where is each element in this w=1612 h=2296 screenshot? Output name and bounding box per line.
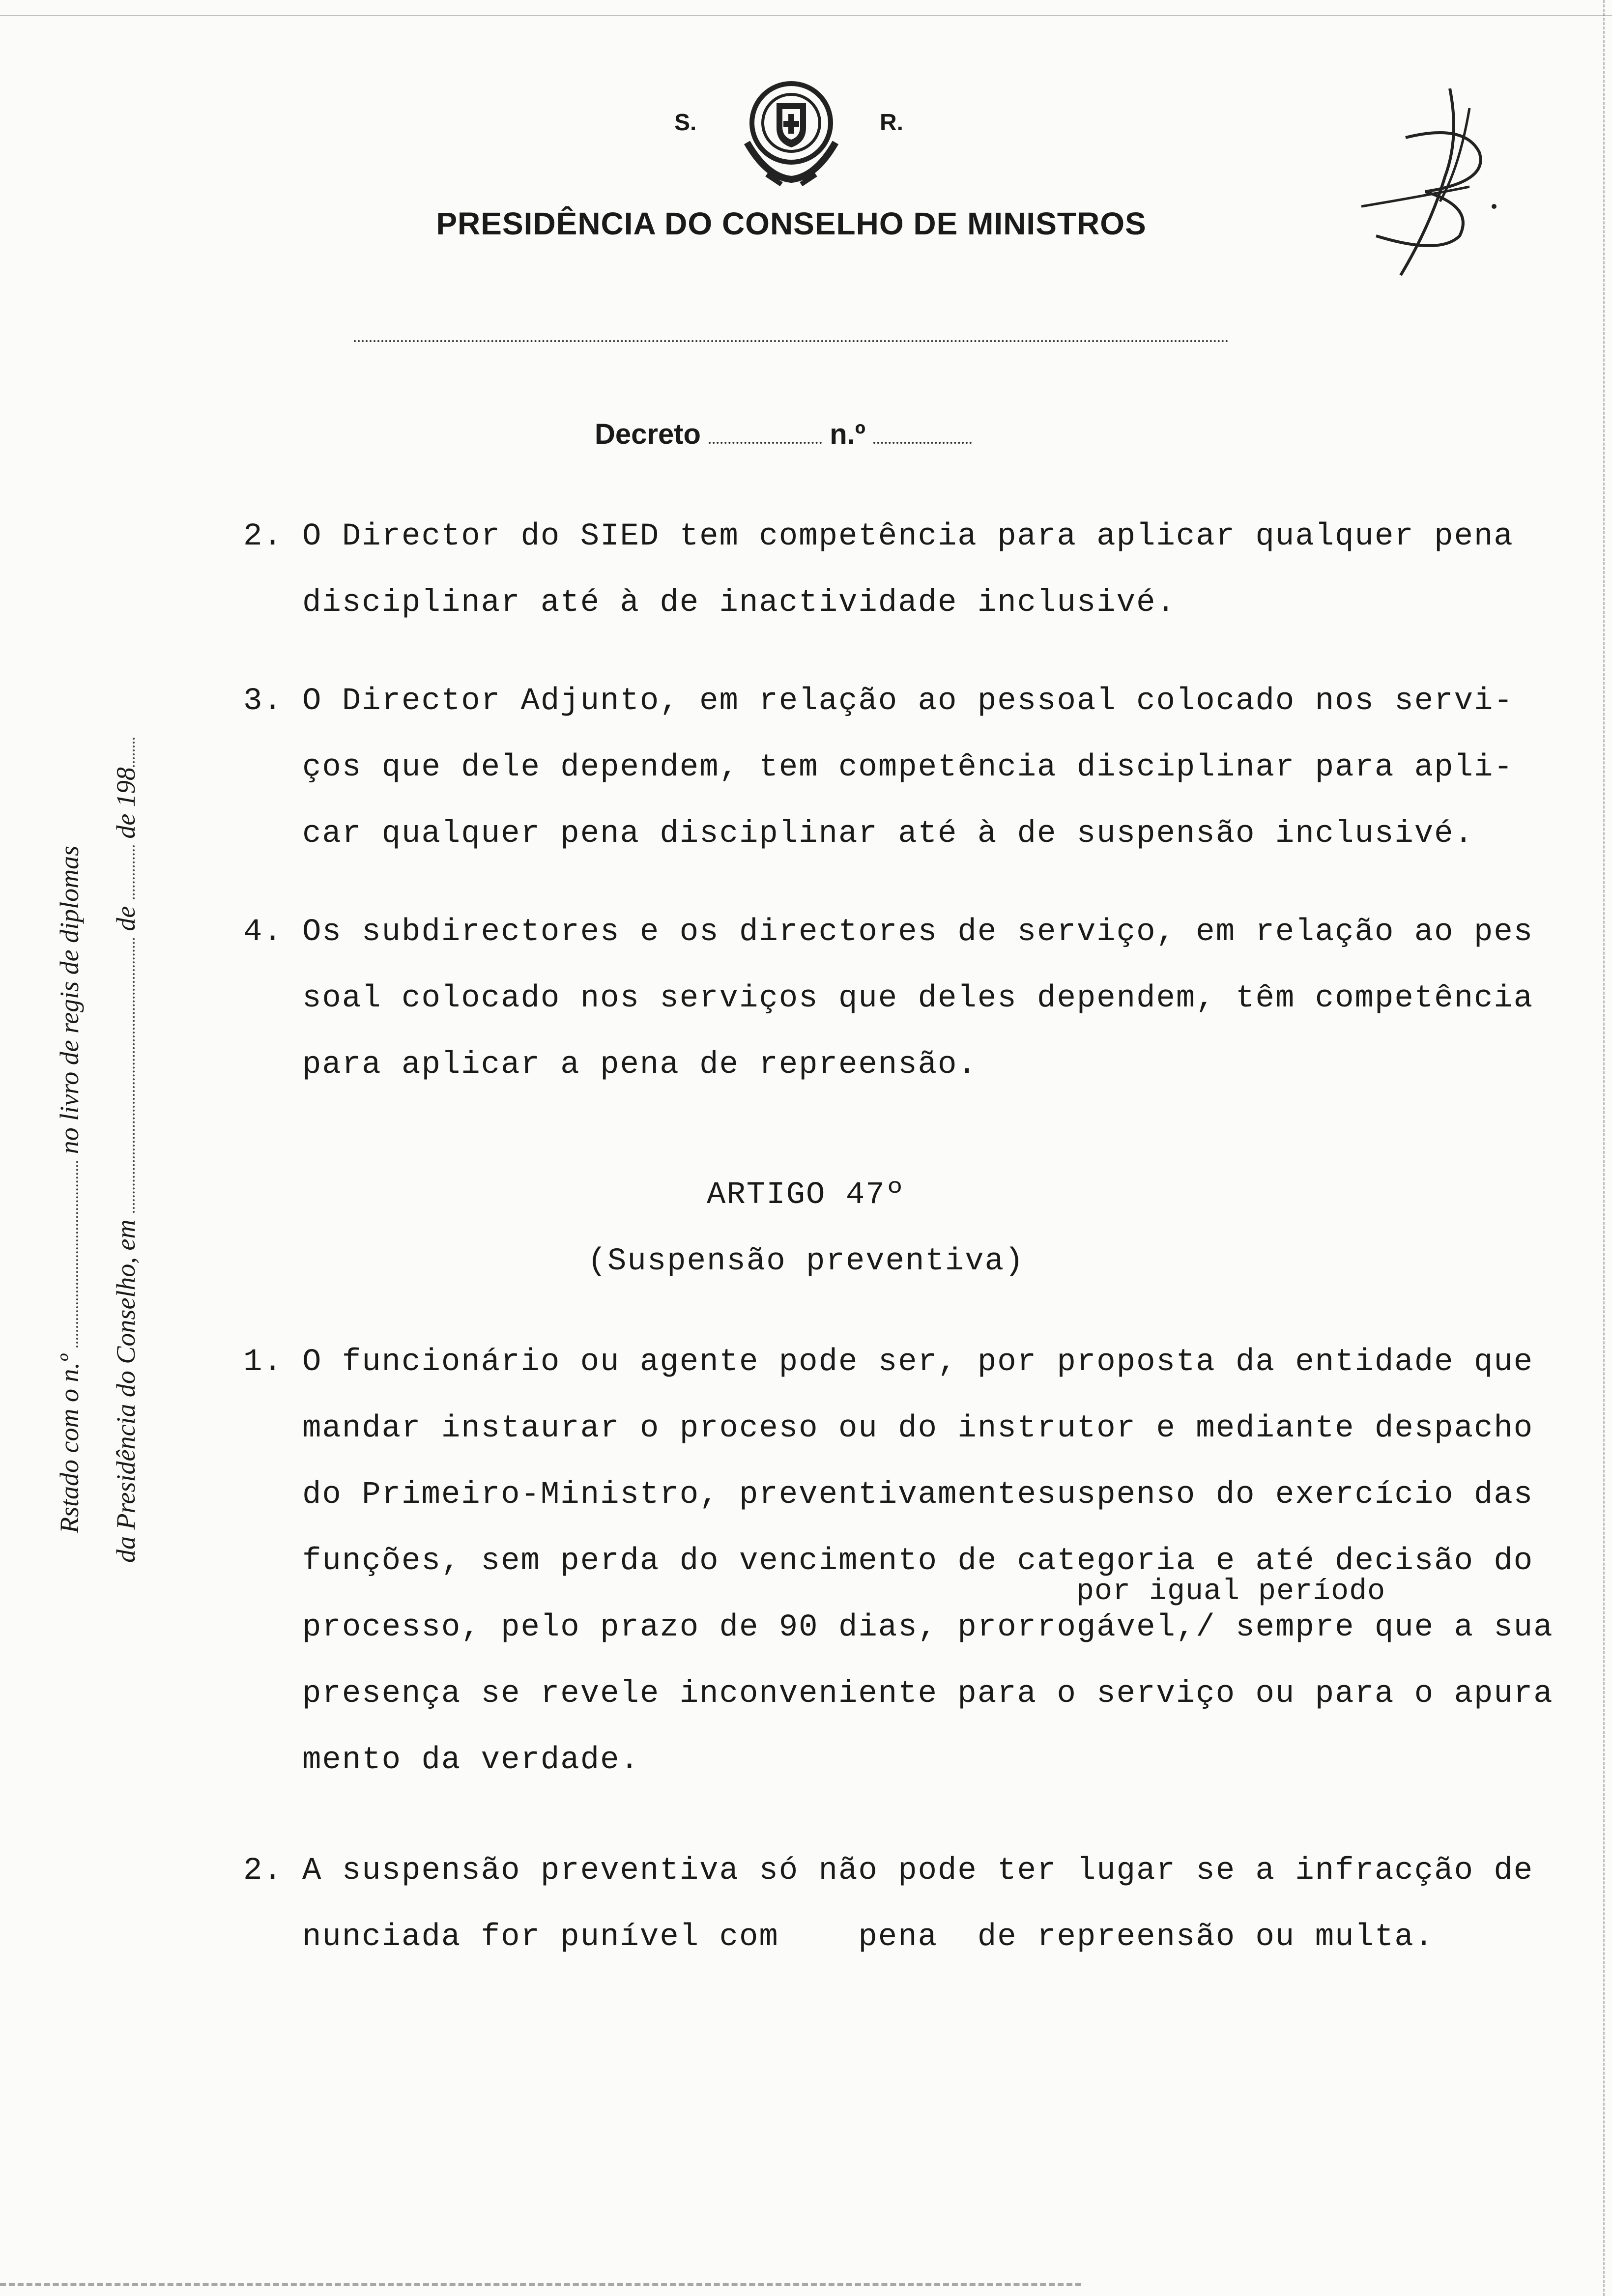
para-line: nunciada for punível com pena de repreensão ou multa. [302, 1920, 1435, 1955]
para-number: 4. [243, 915, 283, 950]
para-line: car qualquer pena disciplinar até à de suspensão inclusivé. [302, 816, 1474, 852]
para-number: 2. [243, 519, 283, 554]
article-heading: ARTIGO 47º [706, 1177, 906, 1213]
para-number: 2. [243, 1853, 283, 1889]
margin-text-1b: stado com o n.º [55, 1354, 84, 1517]
para-line: O Director do SIED tem competência para aplicar qualquer pena [302, 519, 1514, 554]
decree-number-line [595, 418, 972, 451]
margin-registration-line-2 [111, 738, 141, 1563]
decreto-fill-line [709, 422, 822, 444]
para-number: 1. [243, 1345, 283, 1380]
header-right-letter: R. [880, 110, 903, 136]
handwritten-signature [1347, 79, 1504, 285]
margin-fill-4 [115, 738, 135, 767]
numero-fill-line [873, 422, 972, 444]
margin-fill-3 [115, 845, 135, 899]
para-line: presença se revele inconveniente para o serviço ou para o apura [302, 1676, 1554, 1712]
article-subheading: (Suspensão preventiva) [587, 1244, 1025, 1279]
para-line: ços que dele dependem, tem competência disciplinar para apli- [302, 750, 1514, 785]
para-line: soal colocado nos serviços que deles dependem, têm competência [302, 981, 1534, 1016]
ministry-title: PRESIDÊNCIA DO CONSELHO DE MINISTROS [436, 206, 1147, 241]
margin-text-1d: de diplomas [55, 845, 84, 975]
para-line: A suspensão preventiva só não pode ter lugar se a infracção de [302, 1853, 1534, 1889]
para-line: mandar instaurar o proceso ou do instrutor e mediante despacho [302, 1411, 1534, 1446]
decreto-label: Decreto [595, 418, 701, 450]
para-line: Os subdirectores e os directores de serviço, em relação ao pes [302, 915, 1534, 950]
scan-edge-top [0, 0, 1612, 16]
header-left-letter: S. [674, 110, 697, 136]
margin-text-2c: de 198 [111, 767, 141, 839]
numero-label: n.º [830, 418, 865, 450]
header-divider [354, 340, 1229, 342]
coat-of-arms-emblem [737, 74, 845, 192]
para-line: disciplinar até à de inactividade inclusivé. [302, 585, 1176, 621]
para-line: funções, sem perda do vencimento de categoria e até decisão do [302, 1544, 1534, 1579]
margin-text-1a: R [55, 1517, 84, 1533]
handwritten-insertion: por igual período [1076, 1575, 1386, 1608]
margin-text-2b: de [111, 906, 141, 931]
para-line: do Primeiro-Ministro, preventivamentesuspenso do exercício das [302, 1477, 1534, 1513]
para-number: 3. [243, 684, 283, 719]
margin-text-1c: no livro de regis [55, 981, 84, 1154]
para-line: O Director Adjunto, em relação ao pessoal colocado nos servi- [302, 684, 1514, 719]
margin-text-2a: da Presidência do Conselho, em [111, 1219, 141, 1563]
para-line: para aplicar a pena de repreensão. [302, 1047, 978, 1083]
para-line: processo, pelo prazo de 90 dias, prorrogável,/ sempre que a sua [302, 1610, 1554, 1645]
para-line: mento da verdade. [302, 1743, 640, 1778]
scan-edge-bottom [0, 2283, 1081, 2286]
scan-edge-right [1603, 0, 1612, 2296]
para-line: O funcionário ou agente pode ser, por proposta da entidade que [302, 1345, 1534, 1380]
